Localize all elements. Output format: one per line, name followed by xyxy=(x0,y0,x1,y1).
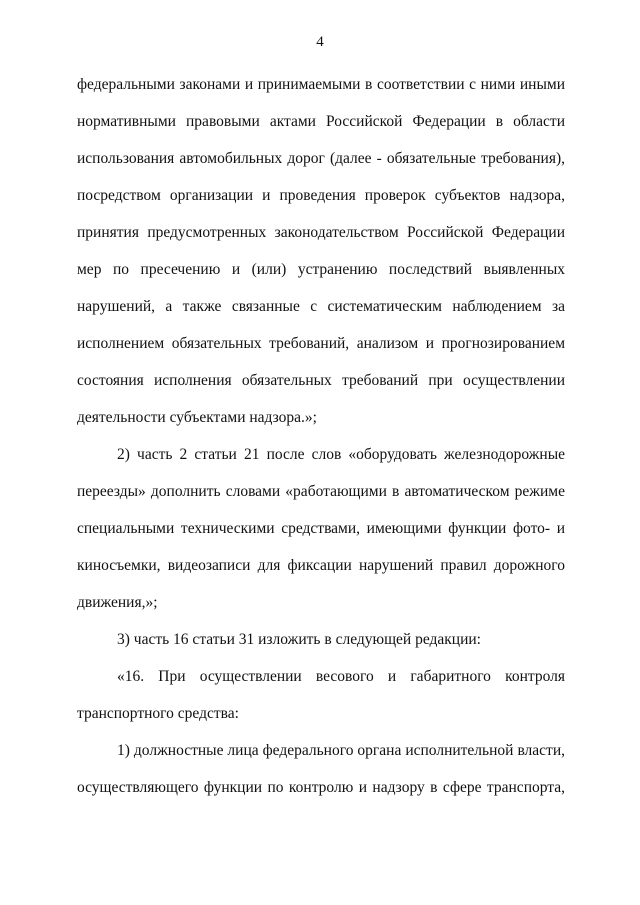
text-line: использования автомобильных дорог (далее - обязательные требования), xyxy=(77,150,565,167)
text-line: 3) часть 16 статьи 31 изложить в следующей редакции: xyxy=(117,631,481,648)
text-line: нормативными правовыми актами Российской Федерации в области xyxy=(77,113,565,130)
document-body xyxy=(77,66,565,806)
text-line: принятия предусмотренных законодательством Российской Федерации xyxy=(77,224,565,241)
text-line: специальными техническими средствами, имеющими функции фото- и xyxy=(77,520,565,537)
text-line: осуществляющего функции по контролю и надзору в сфере транспорта, xyxy=(77,779,565,796)
text-line: состояния исполнения обязательных требований при осуществлении xyxy=(77,372,565,389)
text-line: 2) часть 2 статьи 21 после слов «оборудовать железнодорожные xyxy=(117,446,565,463)
text-line: переезды» дополнить словами «работающими в автоматическом режиме xyxy=(77,483,565,500)
page-number: 4 xyxy=(316,34,324,50)
text-line: федеральными законами и принимаемыми в соответствии с ними иными xyxy=(77,76,565,93)
text-line: транспортного средства: xyxy=(77,705,239,722)
text-line: нарушений, а также связанные с систематическим наблюдением за xyxy=(77,298,565,315)
text-line: деятельности субъектами надзора.»; xyxy=(77,409,317,426)
text-line: киносъемки, видеозаписи для фиксации нарушений правил дорожного xyxy=(77,557,565,574)
text-line: мер по пресечению и (или) устранению последствий выявленных xyxy=(77,261,565,278)
text-line: исполнением обязательных требований, анализом и прогнозированием xyxy=(77,335,565,352)
text-line: 1) должностные лица федерального органа исполнительной власти, xyxy=(117,742,565,759)
text-line: движения,»; xyxy=(77,594,158,611)
text-line: посредством организации и проведения проверок субъектов надзора, xyxy=(77,187,565,204)
text-line: «16. При осуществлении весового и габаритного контроля xyxy=(117,668,565,685)
